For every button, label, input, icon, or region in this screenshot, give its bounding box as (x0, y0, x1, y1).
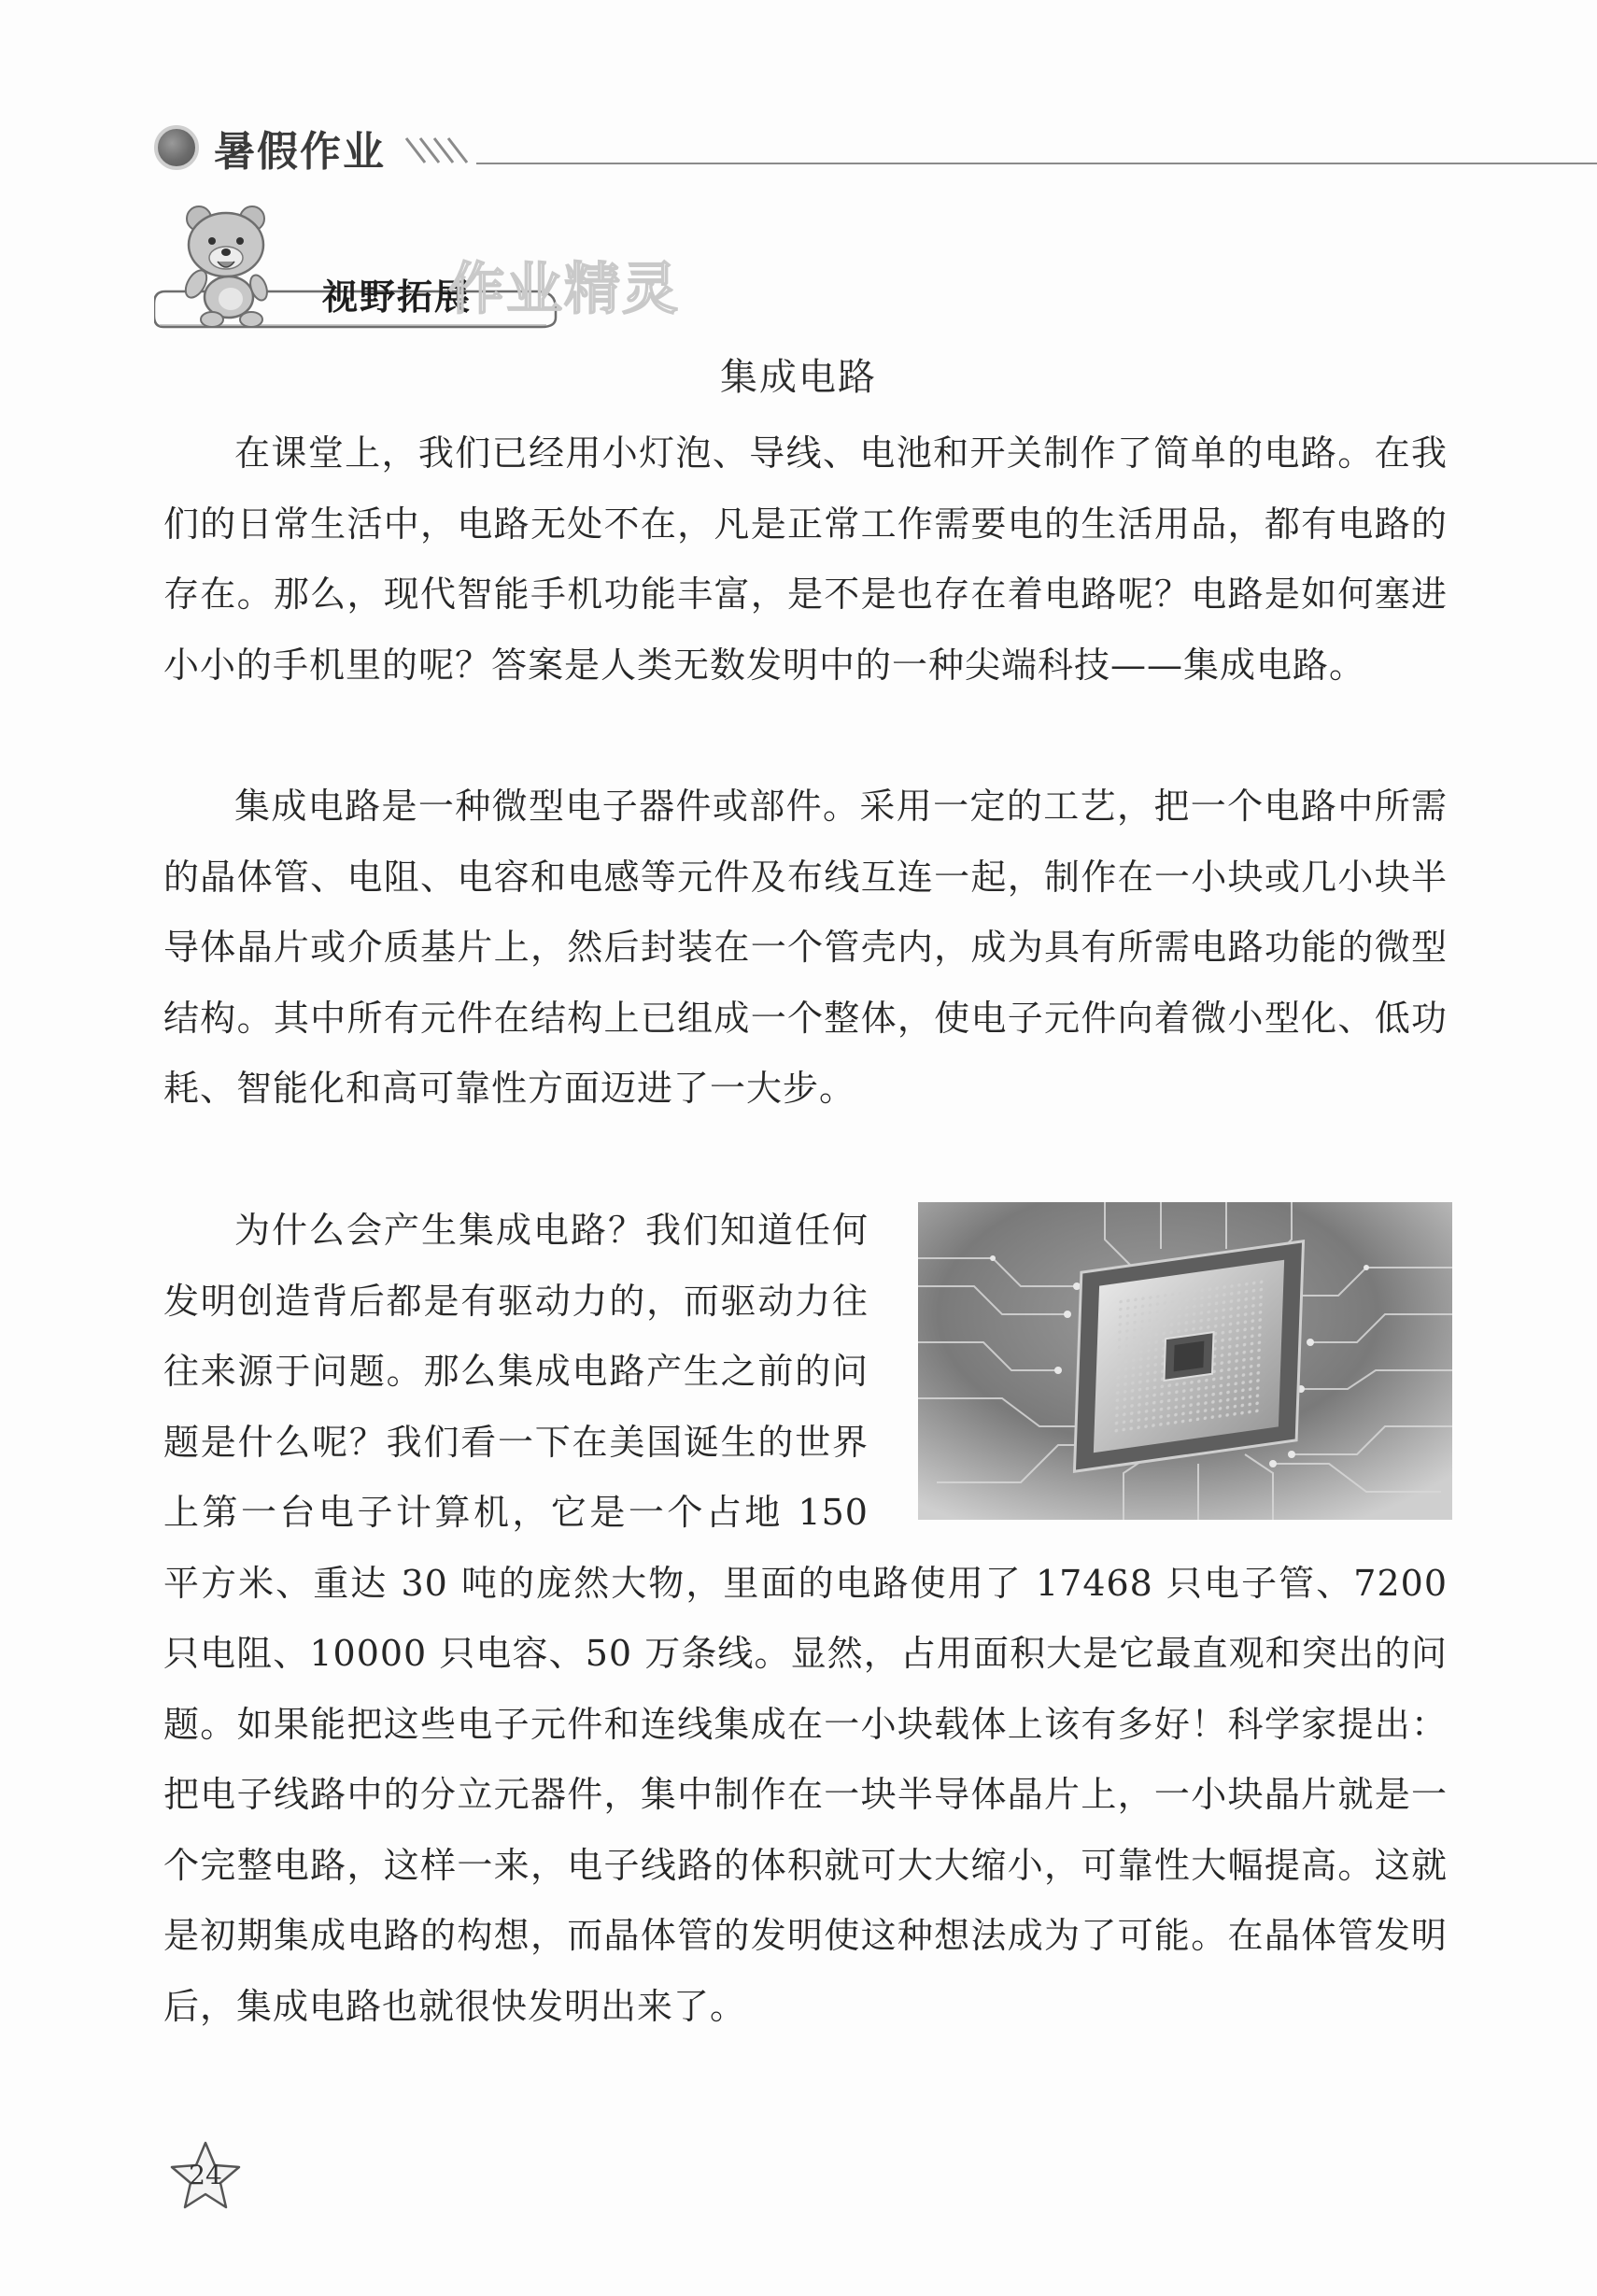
header-slashes-decoration (402, 131, 476, 168)
page-header (154, 110, 1462, 185)
bear-mascot-icon (181, 206, 270, 327)
banner-label: 视野拓展 (322, 276, 473, 318)
header-rule (476, 163, 1597, 164)
page-number: 24 (189, 2160, 222, 2190)
header-title: 暑假作业 (214, 128, 386, 176)
paragraph-2: 集成电路是一种微型电子器件或部件。采用一定的工艺，把一个电路中所需的晶体管、电阻、电容和电感等元件及布线互连一起，制作在一小块或几小块半导体晶片或介质基片上，然后封装在一个管壳内，成为具有所需电路功能的微型结构。其中所有元件在结构上已组成一个整体，使电子元件向着微小型化、低功耗、智能化和高可靠性方面迈进了一大步。 (163, 786, 1448, 1109)
header-bullet-icon (154, 125, 199, 170)
paragraph-1: 在课堂上，我们已经用小灯泡、导线、电池和开关制作了简单的电路。在我们的日常生活中，电路无处不在，凡是正常工作需要电的生活用品，都有电路的存在。那么，现代智能手机功能丰富，是不是也存在着电路呢？电路是如何塞进小小的手机里的呢？答案是人类无数发明中的一种尖端科技——集成电路。 (163, 432, 1448, 686)
article-title: 集成电路 (720, 356, 877, 399)
paragraph-3: 为什么会产生集成电路？我们知道任何发明创造背后都是有驱动力的，而驱动力往往来源于问题。那么集成电路产生之前的问题是什么呢？我们看一下在美国诞生的世界上第一台电子计算机，它是一个占地 150 平方米、重达 30 吨的庞然大物，里面的电路使用了 17468 只电子管、7200 只电阻、10000 只电容、50 万条线。显然，占用面积大是它最直观和突出的问题。如果能把这些电子元件和连线集成在一小块载体上该有多好！科学家提出：把电子线路中的分立元器件，集中制作在一块半导体晶片上，一小块晶片就是一个完整电路，这样一来，电子线路的体积就可大大缩小，可靠性大幅提高。这就是初期集成电路的构想，而晶体管的发明使这种想法成为了可能。在晶体管发明后，集成电路也就很快发明出来了。 (163, 1210, 1448, 2027)
watermark-text: 作业精灵 (448, 257, 680, 322)
circuit-chip-photo (918, 1202, 1452, 1520)
page-number-badge (168, 2139, 243, 2214)
